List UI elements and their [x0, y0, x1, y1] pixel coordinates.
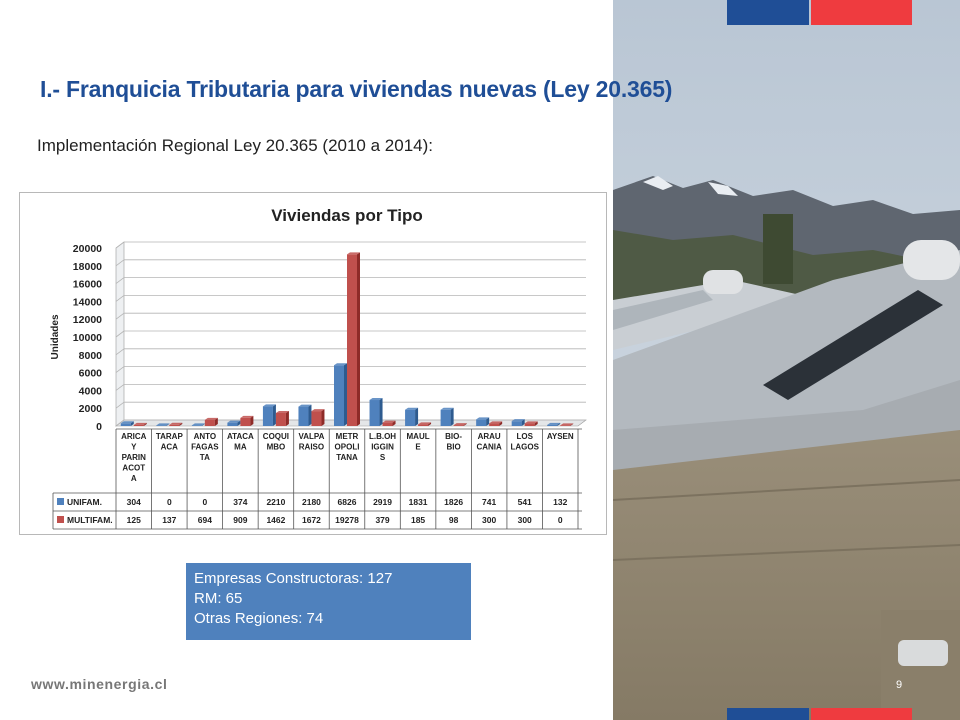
category-label: BIO- [445, 432, 463, 441]
footer-url[interactable]: www.minenergia.cl [31, 676, 168, 692]
bar-side [286, 411, 289, 426]
bar-side [273, 404, 276, 426]
data-label: 541 [517, 497, 532, 507]
flag-top-blue [727, 0, 809, 25]
category-label: S [379, 453, 386, 462]
y-tick-label: 14000 [72, 296, 102, 309]
data-label: 1672 [302, 515, 321, 525]
category-label: OPOLI [334, 442, 360, 452]
category-label: VALPA [298, 432, 325, 441]
info-box [186, 563, 471, 640]
bar-multifam [418, 424, 428, 426]
y-tick-label: 0 [96, 421, 102, 433]
category-label: ACOT [122, 463, 146, 473]
y-axis-label: Unidades [50, 314, 61, 360]
category-label: ARAU [477, 432, 501, 441]
flag-top-red [811, 0, 912, 25]
category-label: TANA [336, 453, 358, 462]
data-label: 1462 [266, 515, 286, 525]
data-label: 741 [482, 497, 497, 507]
bar-multifam [240, 418, 250, 426]
category-label: TARAP [155, 432, 183, 441]
data-label: 1831 [408, 497, 428, 507]
y-tick-label: 18000 [72, 260, 102, 273]
bar-unifam [263, 406, 273, 426]
legend-label: MULTIFAM. [67, 515, 113, 525]
houses-solar-panels-photo [613, 0, 960, 720]
info-line-constructoras: Empresas Constructoras: 127 [194, 570, 393, 587]
bar-unifam [370, 400, 380, 426]
data-label: 185 [410, 515, 426, 525]
legend-swatch [57, 516, 64, 523]
bar-side [321, 409, 324, 426]
category-label: TA [199, 453, 210, 462]
data-label: 300 [482, 515, 497, 525]
y-tick-label: 20000 [72, 243, 102, 255]
y-tick-label: 2000 [78, 403, 102, 416]
flag-bottom-red [811, 708, 912, 720]
category-label: ANTO [193, 432, 217, 441]
bar-multifam [311, 411, 321, 426]
category-label: CANIA [476, 442, 502, 452]
legend-label: UNIFAM. [67, 497, 102, 507]
slide-subtitle: Implementación Regional Ley 20.365 (2010 a 2014): [37, 136, 433, 155]
data-label: 98 [448, 515, 459, 525]
bar-unifam [512, 421, 522, 426]
category-label: AYSEN [546, 432, 574, 441]
data-label: 19278 [335, 515, 359, 525]
data-label: 694 [197, 515, 212, 525]
bar-multifam [205, 420, 215, 426]
bar-multifam [560, 425, 570, 426]
bar-side [344, 363, 347, 426]
bar-multifam [134, 425, 144, 426]
bar-side [357, 252, 360, 426]
data-label: 6826 [337, 497, 357, 507]
data-label: 374 [233, 497, 248, 507]
bar-side [380, 398, 383, 426]
category-label: E [415, 442, 421, 452]
bar-multifam [276, 413, 286, 426]
page-number: 9 [896, 679, 903, 691]
category-label: ATACA [226, 432, 254, 441]
y-tick-label: 8000 [78, 349, 102, 362]
category-label: PARIN [121, 453, 146, 462]
bar-unifam [192, 425, 202, 426]
bar-unifam [476, 419, 486, 426]
category-label: L.B.OH [368, 432, 397, 441]
bar-multifam [454, 425, 464, 426]
data-label: 2210 [266, 497, 286, 507]
category-label: MBO [266, 442, 286, 452]
category-label: A [130, 474, 137, 483]
chart-title: Viviendas por Tipo [271, 206, 423, 225]
bar-unifam [121, 423, 131, 426]
data-label: 304 [126, 497, 141, 507]
data-label: 1826 [444, 497, 464, 507]
bar-unifam [334, 365, 344, 426]
data-label: 0 [557, 515, 563, 525]
category-label: RAISO [298, 442, 325, 452]
bar-unifam [405, 410, 415, 426]
legend-swatch [57, 498, 64, 505]
data-label: 137 [162, 515, 177, 525]
data-label: 379 [375, 515, 390, 525]
category-label: MAUL [406, 432, 430, 441]
bar-multifam [489, 423, 499, 426]
data-label: 2919 [373, 497, 392, 507]
info-line-otras: Otras Regiones: 74 [194, 610, 324, 627]
y-tick-label: 4000 [78, 385, 102, 398]
category-label: IGGIN [371, 442, 394, 452]
category-label: LOS [516, 432, 533, 441]
bar-multifam [525, 423, 535, 426]
category-label: COQUI [262, 432, 290, 441]
category-label: METR [335, 432, 359, 441]
data-label: 125 [126, 515, 141, 525]
data-label: 0 [202, 497, 208, 507]
category-label: FAGAS [191, 442, 219, 452]
category-label: LAGOS [510, 442, 539, 452]
bar-side [415, 408, 418, 426]
bar-side [451, 408, 454, 426]
data-label: 300 [517, 515, 532, 525]
bar-multifam [347, 254, 357, 426]
y-tick-label: 6000 [78, 367, 102, 380]
flag-bottom-blue [727, 708, 809, 720]
bar-unifam [547, 425, 557, 426]
data-label: 909 [233, 515, 248, 525]
chart-container [19, 192, 607, 535]
category-label: Y [131, 442, 137, 452]
category-label: BIO [446, 442, 461, 452]
y-tick-label: 12000 [72, 314, 102, 327]
bar-unifam [156, 425, 166, 426]
data-label: 132 [553, 497, 568, 507]
info-line-rm: RM: 65 [194, 590, 243, 607]
bar-unifam [227, 423, 237, 426]
data-label: 2180 [302, 497, 321, 507]
bar-multifam [169, 425, 179, 426]
viviendas-chart [20, 193, 606, 534]
y-tick-label: 10000 [72, 332, 102, 344]
y-tick-label: 16000 [72, 278, 102, 291]
slide-title: I.- Franquicia Tributaria para viviendas nuevas (Ley 20.365) [40, 76, 673, 102]
bar-unifam [298, 407, 308, 426]
bar-multifam [383, 423, 393, 426]
category-label: ACA [160, 442, 178, 452]
data-label: 0 [166, 497, 172, 507]
category-label: ARICA [121, 432, 147, 441]
bar-side [308, 405, 311, 426]
category-label: MA [234, 442, 247, 452]
bar-unifam [441, 410, 451, 426]
